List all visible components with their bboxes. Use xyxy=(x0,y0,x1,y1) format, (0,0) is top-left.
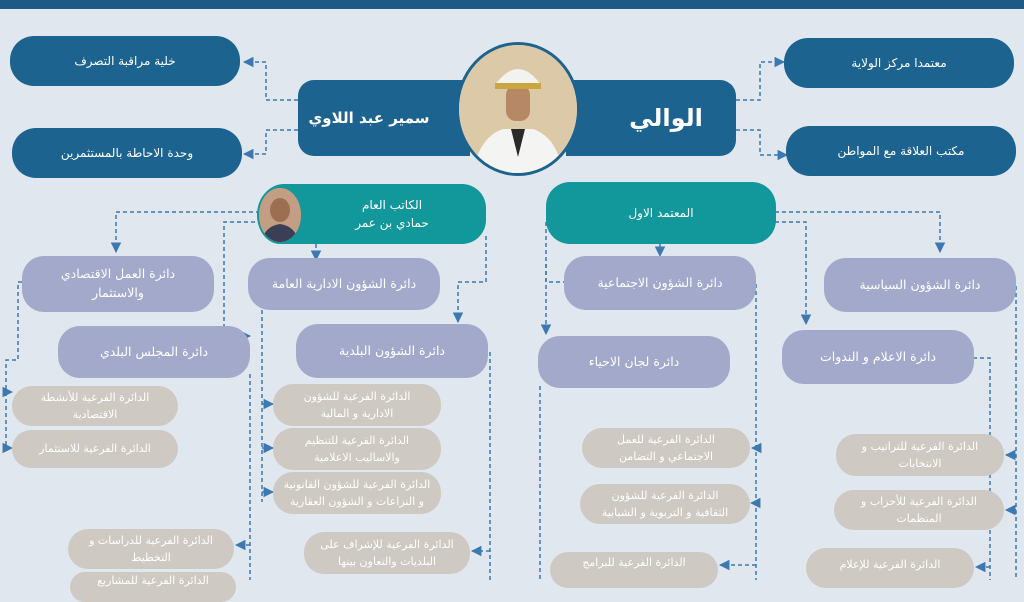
unit-center-delegate: معتمدا مركز الولاية xyxy=(784,38,1014,88)
unit-investor-support: وحدة الاحاطة بالمستثمرين xyxy=(12,128,242,178)
dept-media-seminars: دائرة الاعلام و الندوات xyxy=(782,330,974,384)
dept-municipal-council: دائرة المجلس البلدي xyxy=(58,326,250,378)
subdept-legal-affairs: الدائرة الفرعية للشؤون القانونية و النزاعات و الشؤون العقارية xyxy=(273,472,441,514)
subdept-studies-planning: الدائرة الفرعية للدراسات و التخطيط xyxy=(68,529,234,569)
subdept-social-work: الدائرة الفرعية للعمل الاجتماعي و التضامن xyxy=(582,428,750,468)
subdept-programs: الدائرة الفرعية للبرامج xyxy=(550,552,718,588)
subdept-investment: الدائرة الفرعية للاستثمار xyxy=(12,430,178,468)
secretary-general-name: حمادي بن عمر xyxy=(355,216,429,230)
subdept-culture-youth: الدائرة الفرعية للشؤون الثقافية و التربوية و الشبابية xyxy=(580,484,750,524)
dept-neighborhood-committees: دائرة لجان الاحياء xyxy=(538,336,730,388)
unit-citizen-relations: مكتب العلاقة مع المواطن xyxy=(786,126,1016,176)
subdept-admin-finance: الدائرة الفرعية للشؤون الادارية و المالية xyxy=(273,384,441,426)
subdept-municipal-supervision: الدائرة الفرعية للإشراف على البلديات والتعاون بينها xyxy=(304,532,470,574)
first-delegate-box: المعتمد الاول xyxy=(546,182,776,244)
wali-title-box: الوالي xyxy=(566,80,736,156)
dept-municipal-affairs: دائرة الشؤون البلدية xyxy=(296,324,488,378)
subdept-organization-methods: الدائرة الفرعية للتنظيم والاساليب الاعلامية xyxy=(273,428,441,470)
dept-political-affairs: دائرة الشؤون السياسية xyxy=(824,258,1016,312)
secretary-general-portrait xyxy=(257,186,303,244)
unit-conduct-control: خلية مراقبة التصرف xyxy=(10,36,240,86)
subdept-projects: الدائرة الفرعية للمشاريع xyxy=(70,572,236,602)
subdept-media: الدائرة الفرعية للإعلام xyxy=(806,548,974,588)
wali-name-box: سمير عبد اللاوي xyxy=(298,80,470,156)
dept-social-affairs: دائرة الشؤون الاجتماعية xyxy=(564,256,756,310)
dept-economic-investment: دائرة العمل الاقتصادي والاستثمار xyxy=(22,256,214,312)
wali-portrait xyxy=(456,42,580,176)
subdept-arrangements-elections: الدائرة الفرعية للتراتيب و الانتخابات xyxy=(836,434,1004,476)
subdept-economic-activities: الدائرة الفرعية للأنشطة الاقتصادية xyxy=(12,386,178,426)
subdept-parties-organizations: الدائرة الفرعية للأحزاب و المنظمات xyxy=(834,490,1004,530)
dept-general-admin-affairs: دائرة الشؤون الادارية العامة xyxy=(248,258,440,310)
secretary-general-title: الكاتب العام xyxy=(361,198,423,212)
